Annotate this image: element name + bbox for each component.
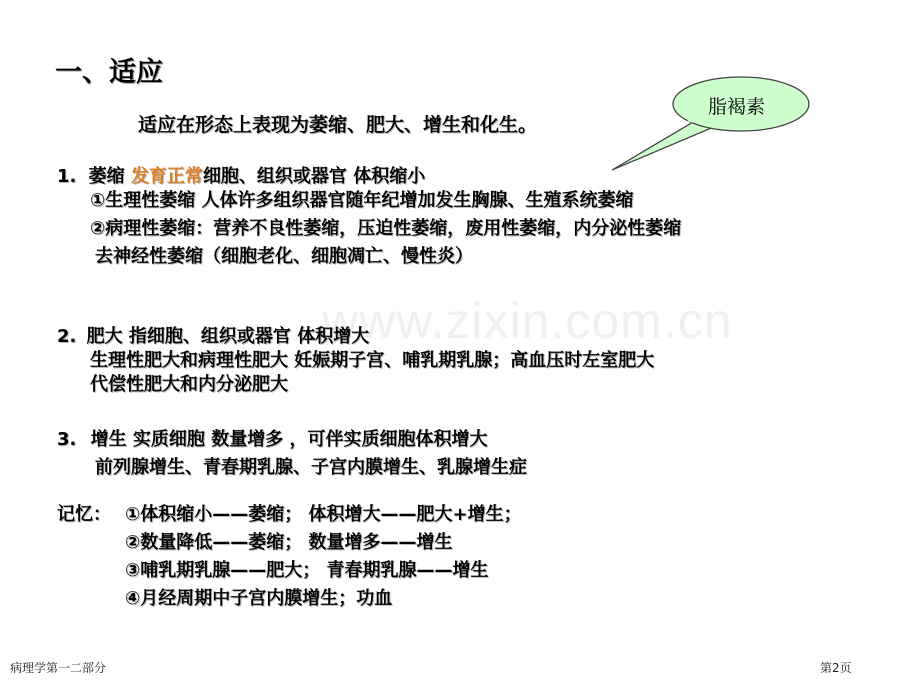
section-number: 3. (57, 429, 77, 450)
watermark: www.zixin.com.cn (322, 293, 733, 349)
section-1-heading (57, 162, 425, 188)
section-3-line-1: 前列腺增生、青春期乳腺、子宫内膜增生、乳腺增生症 (95, 457, 527, 478)
section-definition: 增生 实质细胞 数量增多 ，可伴实质细胞体积增大 (90, 429, 488, 450)
section-1-line-3: 去神经性萎缩（细胞老化、细胞凋亡、慢性炎） (95, 246, 473, 267)
highlight-text: 发育正常 (130, 166, 203, 187)
section-number: 2. (57, 326, 77, 347)
slide-title: 一、适应 (55, 57, 163, 88)
memory-label: 记忆： (57, 504, 111, 525)
section-1-line-1: ①生理性萎缩 人体许多组织器官随年纪增加发生胸腺、生殖系统萎缩 (90, 190, 634, 211)
section-2-line-2: 代偿性肥大和内分泌肥大 (90, 374, 288, 395)
intro-text: 适应在形态上表现为萎缩、肥大、增生和化生。 (138, 114, 538, 136)
memory-line-3: ③哺乳期乳腺——肥大； 青春期乳腺——增生 (125, 560, 489, 581)
page-number: 第2页 (820, 661, 852, 675)
footer-left: 病理学第一二部分 (10, 661, 107, 675)
section-definition: 肥大 指细胞、组织或器官 体积增大 (86, 326, 370, 347)
section-term: 萎缩 (88, 166, 125, 187)
section-2-line-1: 生理性肥大和病理性肥大 妊娠期子宫、哺乳期乳腺；高血压时左室肥大 (90, 350, 655, 371)
section-1-line-2: ②病理性萎缩：营养不良性萎缩，压迫性萎缩，废用性萎缩，内分泌性萎缩 (90, 218, 682, 239)
section-2-heading (57, 322, 369, 348)
memory-line-1: ①体积缩小——萎缩； 体积增大——肥大+增生； (125, 504, 522, 525)
memory-line-2: ②数量降低——萎缩； 数量增多——增生 (125, 532, 453, 553)
section-number: 1. (57, 166, 77, 187)
section-3-heading (57, 425, 487, 451)
memory-line-4: ④月经周期中子宫内膜增生；功血 (125, 588, 393, 609)
callout-text: 脂褐素 (708, 96, 766, 118)
section-definition: 细胞、组织或器官 体积缩小 (202, 166, 426, 187)
